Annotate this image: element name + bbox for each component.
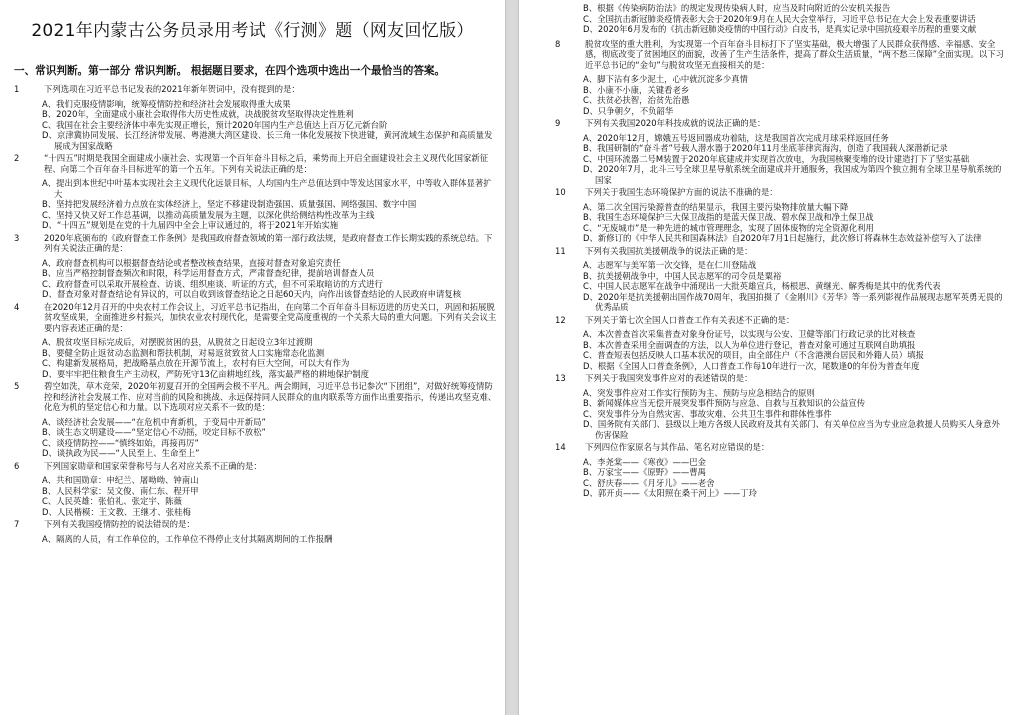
question-text: 下列四位作家原名与其作品、笔名对应错误的是： xyxy=(585,442,770,452)
question-block xyxy=(14,381,498,459)
answer-option: C、突发事件分为自然灾害、事故灾难、公共卫生事件和群体性事件 xyxy=(583,408,832,419)
question-number: 14 xyxy=(555,442,566,452)
answer-option: C、舒庆春——《月牙儿》——老舍 xyxy=(583,477,715,488)
answer-option: A、第二次全国污染源普查的结果显示，我国主要污染物排放量大幅下降 xyxy=(583,201,849,212)
question-text: 下列有关我国2020年科技成就的说法正确的是： xyxy=(585,118,766,128)
answer-option: A、志愿军与美军第一次交锋，是在仁川登陆战 xyxy=(583,260,757,270)
answer-option: B、要健全防止返贫动态监测和帮扶机制，对易返贫致贫人口实施常态化监测 xyxy=(42,347,325,358)
answer-option: C、人民英雄：张伯礼、张定宇、陈薇 xyxy=(42,496,182,506)
question-number: 6 xyxy=(14,460,20,471)
answer-option: D、京津冀协同发展、长江经济带发展、粤港澳大湾区建设、长三角一体化发展按下快进键，黄河流域生态保护和高质量发展成为国家战略 xyxy=(42,130,493,151)
answer-option: B、坚持把发展经济着力点放在实体经济上，坚定不移建设制造强国、质量强国、网络强国、数字中国 xyxy=(42,199,417,209)
question-stem xyxy=(555,39,1005,71)
answer-option: D、要牢牢把住粮食生产主动权，严防死守13亿亩耕地红线，落实最严格的耕地保护制度 xyxy=(42,368,369,379)
question-stem xyxy=(555,118,1005,129)
question-number: 10 xyxy=(555,187,566,197)
answer-option: C、普查短表包括反映人口基本状况的项目，由全部住户（不含港澳台居民和外籍人员）填报 xyxy=(583,350,924,360)
answer-option: D、谈执政为民——“人民至上、生命至上” xyxy=(42,448,200,458)
question-number: 7 xyxy=(14,519,20,529)
question-text: 下列有关我国疫情防控的说法错误的是： xyxy=(44,519,195,529)
answer-option: B、谈生态文明建设——“坚定信心不动摇，咬定目标不放松” xyxy=(42,427,266,437)
question-stem xyxy=(14,233,498,254)
question-number: 2 xyxy=(14,153,20,163)
question-block xyxy=(555,442,1005,499)
answer-option: A、隔离的人员，有工作单位的，工作单位不得停止支付其隔离期间的工作报酬 xyxy=(42,533,333,544)
question-block xyxy=(555,373,1005,440)
question-number: 9 xyxy=(555,118,561,128)
answer-option: B、我国生态环境保护三大保卫战指的是蓝天保卫战、碧水保卫战和净土保卫战 xyxy=(583,212,874,222)
answer-option: A、2020年12月，嫦娥五号返回器成功着陆，这是我国首次完成月球采样返回任务 xyxy=(583,132,889,143)
answer-option: D、人民楷模：王文教、王继才、张桂梅 xyxy=(42,506,191,517)
question-block xyxy=(555,187,1005,244)
answer-option: A、我们克服疫情影响，统筹疫情防控和经济社会发展取得重大成果 xyxy=(42,98,291,109)
answer-option: A、脚下沾有多少泥土，心中就沉淀多少真情 xyxy=(583,74,748,84)
answer-option: D、根据《全国人口普查条例》，人口普查工作每10年进行一次，尾数逢0的年份为普查年度 xyxy=(583,360,920,371)
question-block xyxy=(14,461,498,518)
answer-option: C、我国在社会主要经济体中率先实现正增长，预计2020年国内生产总值达上百万亿元新台阶 xyxy=(42,119,388,130)
question-block xyxy=(14,302,498,380)
question-block xyxy=(555,246,1005,313)
continued-answer-option: B、根据《传染病防治法》的规定发现传染病人时，应当及时向附近的公安机关报告 xyxy=(583,3,891,13)
answer-option: C、中国环流器二号M装置于2020年底建成并实现首次放电，为我国核聚变堆的设计建造打下了坚实基础 xyxy=(583,153,970,164)
answer-option: B、万家宝——《原野》——曹禺 xyxy=(583,467,706,477)
question-stem xyxy=(555,315,1005,326)
question-number: 12 xyxy=(555,314,566,325)
continued-answer-option: D、2020年6月发布的《抗击新冠肺炎疫情的中国行动》白皮书，是真实记录中国抗疫艰辛历程的重要文献 xyxy=(583,24,977,34)
answer-option: B、2020年，全面建成小康社会取得伟大历史性成就，决战脱贫攻坚取得决定性胜利 xyxy=(42,109,354,119)
answer-option: C、“无废城市”是一种先进的城市管理理念，实现了固体废物的完全资源化利用 xyxy=(583,222,874,233)
answer-option: B、我国研制的“奋斗者”号载人潜水器于2020年11月坐底菲律宾海沟，创造了我国载人深潜新记录 xyxy=(583,143,948,153)
answer-option: B、应当严格控制督查频次和时限，科学运用督查方式，严肃督查纪律，提前培训督查人员 xyxy=(42,268,375,278)
question-text: 下列关于我国生态环境保护方面的说法不准确的是： xyxy=(585,187,778,197)
question-text: 下列关于我国突发事件应对的表述错误的是： xyxy=(585,373,753,383)
answer-option: B、人民科学家：吴文俊、南仁东、程开甲 xyxy=(42,485,199,496)
answer-option: D、2020年是抗美援朝出国作战70周年，我国拍摄了《金刚川》《芳华》等一系列影视作品展现志愿军英勇无畏的优秀品质 xyxy=(583,291,1003,312)
answer-option: B、新闻媒体应当无偿开展突发事件预防与应急、自救与互救知识的公益宣传 xyxy=(583,398,866,408)
question-text: 下列有关我国抗美援朝战争的说法正确的是： xyxy=(585,245,753,256)
question-text: 下列关于第七次全国人口普查工作有关表述不正确的是： xyxy=(585,314,795,325)
question-text: 在2020年12月召开的中央农村工作会议上，习近平总书记指出，在向第二个百年奋斗目标迈进的历史关口，巩固和拓展脱贫攻坚成果，全面推进乡村振兴，加快农业农村现代化，是需要全党高度重视的一个关系大局的重大问题。下列有关会议主要内容表述正确的是： xyxy=(44,301,497,333)
answer-option: A、本次普查首次采集普查对象身份证号，以实现与公安、卫健等部门行政记录的比对核查 xyxy=(583,329,916,339)
document-title: 2021年内蒙古公务员录用考试《行测》题（网友回忆版） xyxy=(31,21,474,41)
answer-option: B、小康不小康，关键看老乡 xyxy=(583,84,690,95)
question-number: 5 xyxy=(14,381,20,391)
answer-option: A、脱贫攻坚目标完成后，对摆脱贫困的县，从脱贫之日起设立3年过渡期 xyxy=(42,337,313,347)
question-text: 碧空如洗，草木竞荣，2020年初夏召开的全国两会极不平凡。两会期间，习近平总书记参次“下团组”，对做好统筹疫情防控和经济社会发展工作、应对当前的风险和挑战、永远保持同人民群众的血肉联系等方面作出重要指示，传递出攻坚克难、化危为机的坚定信心和力量。以下选项对应关系不一致的是： xyxy=(44,381,497,412)
question-stem xyxy=(14,302,498,334)
question-stem xyxy=(14,519,498,530)
answer-option: A、共和国勋章：申纪兰、屠呦呦、钟南山 xyxy=(42,475,199,485)
answer-option: A、政府督查机构可以根据督查结论或者整改核查结果，直接对督查对象追究责任 xyxy=(42,257,341,268)
question-text: 下列国家勋章和国家荣誉称号与人名对应关系不正确的是： xyxy=(44,460,262,471)
answer-option: D、“十四五”规划是在党的十九届四中全会上审议通过的，将于2021年开始实施 xyxy=(42,220,339,230)
question-block xyxy=(555,39,1005,117)
question-number: 8 xyxy=(555,38,561,49)
question-stem xyxy=(14,381,498,413)
answer-option: D、2020年7月，北斗三号全球卫星导航系统全面建成并开通服务，我国成为第四个独立拥有全球卫星导航系统的国家 xyxy=(583,164,1002,185)
section-heading: 一、常识判断。第一部分 常识判断。 根据题目要求，在四个选项中选出一个最恰当的答案。 xyxy=(14,65,446,77)
question-stem xyxy=(14,461,498,472)
left-question-column xyxy=(14,84,498,546)
question-number: 1 xyxy=(14,84,20,94)
question-stem xyxy=(555,442,1005,453)
question-number: 4 xyxy=(14,301,20,312)
question-number: 3 xyxy=(14,232,20,243)
question-number: 11 xyxy=(555,245,566,256)
answer-option: B、本次普查采用全面调查的方法，以人为单位进行登记，普查对象可通过互联网自助填报 xyxy=(583,339,916,350)
question-block xyxy=(14,153,498,231)
answer-option: A、李尧棠——《寒夜》——巴金 xyxy=(583,456,706,467)
answer-option: C、扶贫必扶智，治贫先治愚 xyxy=(583,95,690,105)
question-text: 下列选项在习近平总书记发表的2021年新年贺词中，没有提到的是： xyxy=(44,84,300,94)
question-stem xyxy=(555,187,1005,198)
answer-option: C、构建新发展格局，把战略基点放在开源节流上，农村有巨大空间，可以大有作为 xyxy=(42,358,350,368)
question-text: 2020年底颁布的《政府督查工作条例》是我国政府督查领域的第一部行政法规，是政府督查工作长期实践的系统总结。下列有关说法正确的是： xyxy=(44,232,493,253)
answer-option: C、坚持又快又好工作总基调，以推动高质量发展为主题，以深化供给侧结构性改革为主线 xyxy=(42,209,375,220)
question-stem xyxy=(555,373,1005,384)
answer-option: D、郭开贞——《太阳照在桑干河上》——丁玲 xyxy=(583,488,757,498)
question-block xyxy=(555,315,1005,372)
answer-option: D、新修订的《中华人民共和国森林法》自2020年7月1日起施行，此次修订将森林生态效益补偿写入了法律 xyxy=(583,233,982,243)
question-text: 脱贫攻坚的重大胜利，为实现第一个百年奋斗目标打下了坚实基础，极大增强了人民群众获得感、幸福感、安全感，彻底改变了贫困地区的面貌，改善了生产生活条件，提高了群众生活质量，“两不愁三保障”全面实现。以下习近平总书记的“金句”与脱贫攻坚无直接相关的是： xyxy=(585,38,1005,70)
answer-option: D、国务院有关部门、县级以上地方各级人民政府及其有关部门、有关单位应当为专业应急救援人员购买人身意外伤害保险 xyxy=(583,419,1000,440)
answer-option: C、中国人民志愿军在战争中涌现出一大批英雄宣兵，杨根思、黄继光、解秀梅是其中的优秀代表 xyxy=(583,281,941,291)
question-block xyxy=(14,84,498,151)
question-text: “十四五”时期是我国全面建成小康社会、实现第一个百年奋斗目标之后，乘势而上开启全面建设社会主义现代化国家新征程、向第二个百年奋斗目标进军的第一个五年。下列有关说法正确的是： xyxy=(44,153,489,174)
answer-option: A、谈经济社会发展——“在危机中育新机，于变局中开新局” xyxy=(42,416,266,427)
answer-option: A、提出到本世纪中叶基本实现社会主义现代化远景目标，人均国内生产总值达到中等发达国家水平，中等收入群体显著扩大 xyxy=(42,178,492,199)
question-number: 13 xyxy=(555,373,566,383)
continued-answer-option: C、全国抗击新冠肺炎疫情表彰大会于2020年9月在人民大会堂举行，习近平总书记在大会上发表重要讲话 xyxy=(583,13,976,24)
answer-option: B、抗美援朝战争中，中国人民志愿军的司令员是粟裕 xyxy=(583,270,782,281)
answer-option: D、只争朝夕，不负韶华 xyxy=(583,105,674,116)
question-block xyxy=(555,118,1005,185)
answer-option: C、谈疫情防控——“慎终如始，再接再厉” xyxy=(42,437,199,448)
answer-option: D、督查对象对督查结论有异议的，可以自收到该督查结论之日起60天内，向作出该督查结论的人民政府申请复核 xyxy=(42,289,462,299)
answer-option: A、突发事件应对工作实行预防为主、预防与应急相结合的原则 xyxy=(583,387,815,398)
right-question-column xyxy=(555,3,1005,501)
question-stem xyxy=(14,153,498,174)
question-block xyxy=(14,233,498,300)
question-stem xyxy=(14,84,498,95)
answer-option: C、政府督查可以采取开展检查、访谈、组织座谈、听证的方式，但不可采取暗访的方式进行 xyxy=(42,278,383,289)
question-stem xyxy=(555,246,1005,257)
question-block xyxy=(14,519,498,544)
